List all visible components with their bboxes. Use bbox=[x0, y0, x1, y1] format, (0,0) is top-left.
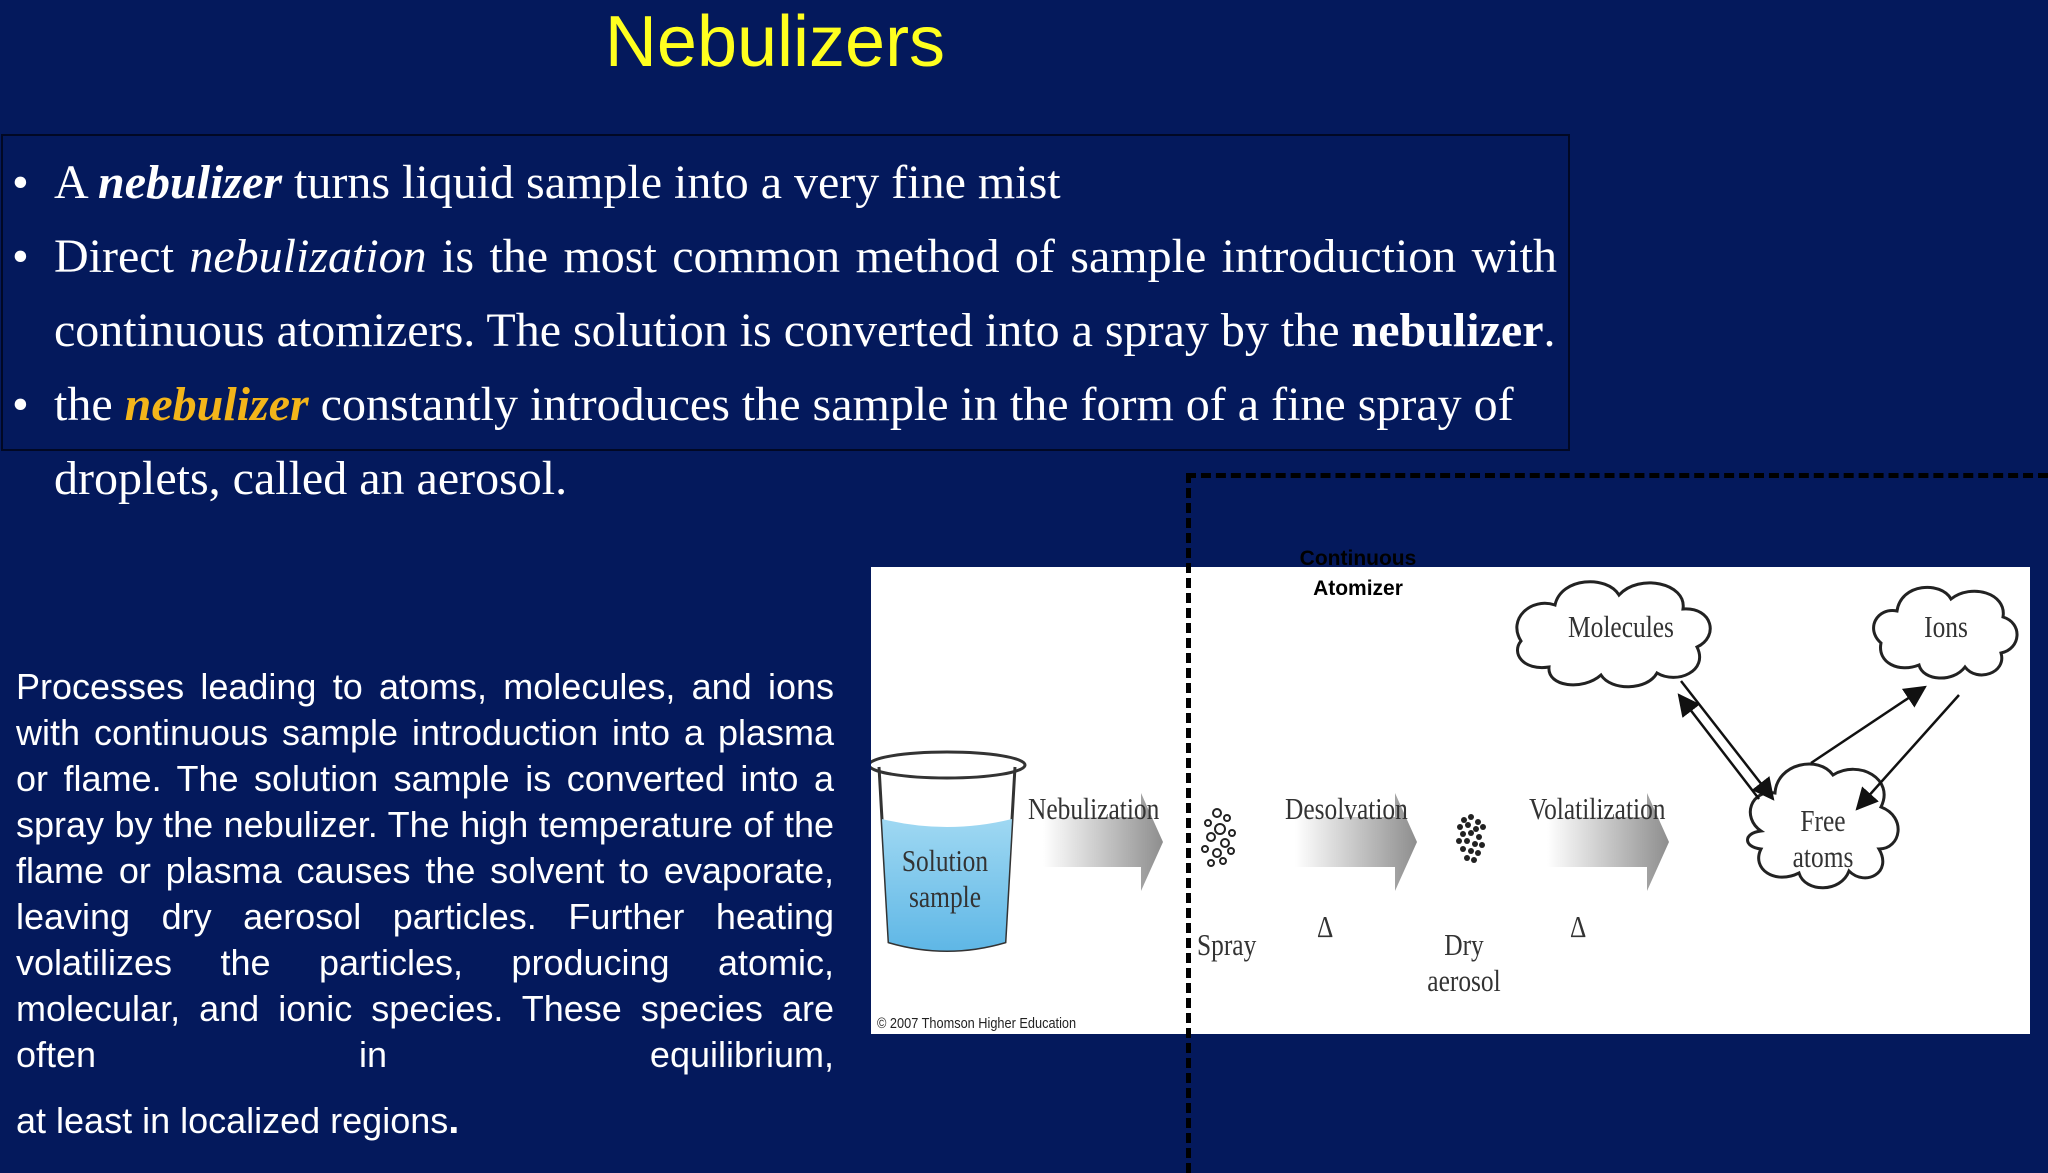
continuous-atomizer-label bbox=[1258, 544, 1458, 604]
paragraph-end-text: at least in localized regions bbox=[16, 1100, 449, 1141]
paragraph-end-punct: . bbox=[448, 1098, 460, 1142]
bullet-text: is the most common method of sample introduction with continuous atomizers. The solution is converted into a spray by the bbox=[54, 230, 1558, 357]
bullet-text: . bbox=[1543, 304, 1556, 357]
volatilization-delta-label: Δ bbox=[1570, 909, 1587, 944]
nebulization-label: Nebulization bbox=[1028, 791, 1160, 826]
process-paragraph: Processes leading to atoms, molecules, and ions with continuous sample introduction into a plasma or flame. The solution sample is converted into a spray by the nebulizer. The high temperature of the flame or plasma causes the solvent to evaporate, leaving dry aerosol particles. Further heating volatilizes the particles, producing atomic, molecular, and ionic species. These species are often in equilibrium, bbox=[16, 666, 834, 1075]
dry-aerosol-line: Dry bbox=[1444, 927, 1484, 962]
bullet-text: Direct bbox=[54, 230, 190, 283]
free-atoms-line: atoms bbox=[1792, 839, 1854, 874]
bullet-highlight: nebulizer bbox=[124, 378, 309, 431]
bullet-text: A bbox=[54, 156, 99, 209]
solution-label-line: Solution bbox=[901, 843, 989, 878]
solution-sample-label bbox=[888, 843, 1003, 915]
bullet-item bbox=[12, 146, 1557, 220]
bullet-dot: • bbox=[12, 230, 29, 283]
bullet-strong: nebulizer bbox=[1351, 304, 1544, 357]
solution-label-line: sample bbox=[908, 879, 982, 914]
ions-label: Ions bbox=[1924, 609, 1968, 644]
bullet-text: constantly introduces the sample in the form of a fine spray of droplets, called an aerosol. bbox=[54, 378, 1514, 505]
bullet-emphasis: nebulizer bbox=[98, 156, 283, 209]
desolvation-delta-label: Δ bbox=[1317, 909, 1334, 944]
free-atoms-line: Free bbox=[1800, 803, 1846, 838]
desolvation-label: Desolvation bbox=[1285, 791, 1408, 826]
continuous-atomizer-line: Atomizer bbox=[1313, 577, 1403, 600]
bullet-dot: • bbox=[12, 156, 29, 209]
bullet-dot: • bbox=[12, 378, 29, 431]
volatilization-label: Volatilization bbox=[1529, 791, 1666, 826]
bullet-emphasis: nebulization bbox=[189, 230, 427, 283]
molecules-label: Molecules bbox=[1568, 609, 1674, 644]
process-paragraph-end bbox=[16, 1097, 834, 1144]
bullet-list bbox=[12, 146, 1557, 516]
bullet-item bbox=[12, 220, 1557, 368]
bullet-text: turns liquid sample into a very fine mist bbox=[282, 156, 1061, 209]
bullet-text: the bbox=[54, 378, 125, 431]
slide-title: Nebulizers bbox=[604, 2, 946, 82]
dry-aerosol-line: aerosol bbox=[1427, 963, 1501, 998]
spray-label: Spray bbox=[1197, 927, 1257, 962]
continuous-atomizer-line: Continuous bbox=[1299, 547, 1417, 570]
copyright-note: © 2007 Thomson Higher Education bbox=[877, 1015, 1077, 1032]
